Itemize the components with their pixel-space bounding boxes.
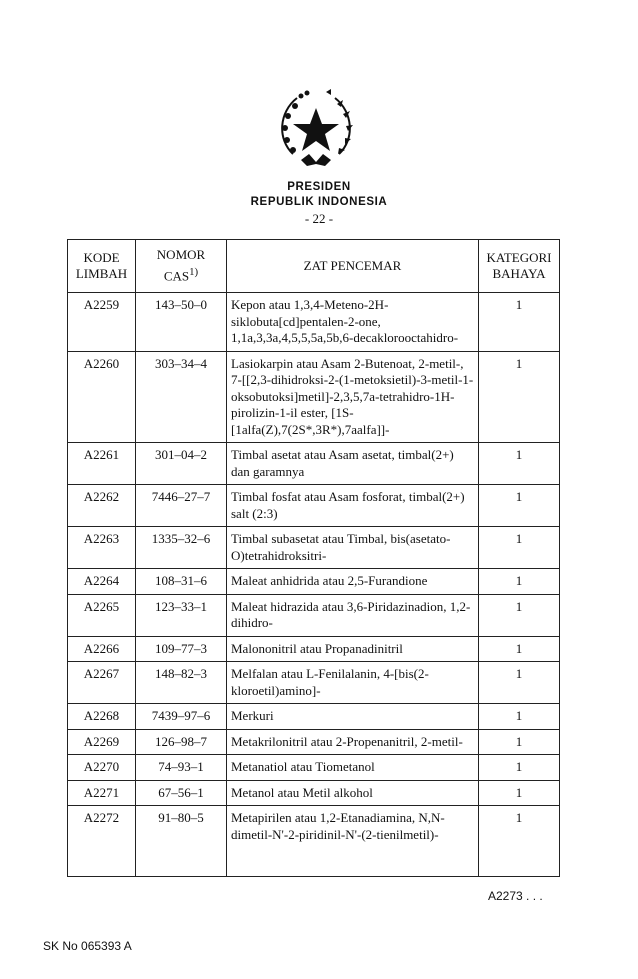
- table-row: [68, 443, 560, 485]
- cell-kode: A2270: [68, 755, 136, 781]
- cell-cas: 67–56–1: [136, 780, 227, 806]
- sk-number: SK No 065393 A: [43, 939, 132, 953]
- header-kategori-bahaya: KATEGORI BAHAYA: [479, 240, 560, 293]
- cell-kategori: 1: [479, 755, 560, 781]
- cell-kode: A2264: [68, 569, 136, 595]
- header-nomor-cas-footnote: 1): [189, 265, 199, 278]
- garuda-emblem-icon: [271, 84, 361, 174]
- cell-kode: A2266: [68, 636, 136, 662]
- cell-kode: A2259: [68, 293, 136, 352]
- cell-kategori: 1: [479, 704, 560, 730]
- page-number: - 22 -: [304, 211, 334, 226]
- cell-zat: Merkuri: [227, 704, 479, 730]
- table-row: [68, 755, 560, 781]
- cell-kategori: 1: [479, 527, 560, 569]
- next-page-reference: A2273 . . .: [488, 889, 543, 903]
- cell-kode: A2260: [68, 351, 136, 443]
- cell-kategori: 1: [479, 594, 560, 636]
- cell-kode: A2272: [68, 806, 136, 877]
- table-row: [68, 806, 560, 877]
- header-title-republik: REPUBLIK INDONESIA: [250, 196, 388, 208]
- table-row: [68, 636, 560, 662]
- cell-zat: Malononitril atau Propanadinitril: [227, 636, 479, 662]
- table-row: [68, 485, 560, 527]
- table-row: [68, 729, 560, 755]
- table-row: [68, 662, 560, 704]
- cell-kode: A2262: [68, 485, 136, 527]
- cell-cas: 301–04–2: [136, 443, 227, 485]
- cell-kategori: 1: [479, 636, 560, 662]
- pollutant-table: [67, 239, 560, 877]
- cell-zat: Maleat anhidrida atau 2,5-Furandione: [227, 569, 479, 595]
- header-nomor-cas: [136, 240, 227, 293]
- table-row: [68, 293, 560, 352]
- cell-zat: Timbal fosfat atau Asam fosforat, timbal(2+) salt (2:3): [227, 485, 479, 527]
- cell-zat: Metapirilen atau 1,2-Etanadiamina, N,N-dimetil-N'-2-piridinil-N'-(2-tienilmetil)-: [227, 806, 479, 877]
- cell-zat: Timbal asetat atau Asam asetat, timbal(2+) dan garamnya: [227, 443, 479, 485]
- cell-kategori: 1: [479, 443, 560, 485]
- cell-zat: Timbal subasetat atau Timbal, bis(asetato-O)tetrahidroksitri-: [227, 527, 479, 569]
- cell-kategori: 1: [479, 806, 560, 877]
- cell-cas: 143–50–0: [136, 293, 227, 352]
- cell-zat: Melfalan atau L-Fenilalanin, 4-[bis(2-kloroetil)amino]-: [227, 662, 479, 704]
- table-header-row: [68, 240, 560, 293]
- cell-kode: A2268: [68, 704, 136, 730]
- table-row: [68, 594, 560, 636]
- table-row: [68, 569, 560, 595]
- header-nomor-cas-label: NOMOR CAS: [156, 247, 206, 284]
- cell-kode: A2261: [68, 443, 136, 485]
- cell-kategori: 1: [479, 485, 560, 527]
- header-title-presiden: PRESIDEN: [287, 181, 351, 193]
- cell-cas: 108–31–6: [136, 569, 227, 595]
- cell-zat: Maleat hidrazida atau 3,6-Piridazinadion, 1,2-dihidro-: [227, 594, 479, 636]
- cell-kode: A2263: [68, 527, 136, 569]
- table-row: [68, 351, 560, 443]
- header-kode-limbah: KODE LIMBAH: [68, 240, 136, 293]
- cell-cas: 123–33–1: [136, 594, 227, 636]
- cell-cas: 148–82–3: [136, 662, 227, 704]
- cell-cas: 74–93–1: [136, 755, 227, 781]
- cell-kode: A2267: [68, 662, 136, 704]
- cell-kategori: 1: [479, 351, 560, 443]
- cell-kategori: 1: [479, 780, 560, 806]
- cell-kategori: 1: [479, 662, 560, 704]
- cell-zat: Kepon atau 1,3,4-Meteno-2H-siklobuta[cd]pentalen-2-one, 1,1a,3,3a,4,5,5,5a,5b,6-decaklorooctahidro-: [227, 293, 479, 352]
- cell-cas: 7439–97–6: [136, 704, 227, 730]
- table-row: [68, 527, 560, 569]
- table-row: [68, 704, 560, 730]
- cell-kategori: 1: [479, 293, 560, 352]
- cell-cas: 7446–27–7: [136, 485, 227, 527]
- cell-zat: Metakrilonitril atau 2-Propenanitril, 2-metil-: [227, 729, 479, 755]
- cell-cas: 91–80–5: [136, 806, 227, 877]
- cell-kode: A2265: [68, 594, 136, 636]
- cell-zat: Lasiokarpin atau Asam 2-Butenoat, 2-metil-, 7-[[2,3-dihidroksi-2-(1-metoksietil)-3-metil-1-oksobutoksi]metil]-2,3,5,7a-tetrahidro-1H-pirolizin-1-il ester, [1S-[1alfa(Z),7(2S*,3R*),7aalfa]]-: [227, 351, 479, 443]
- cell-zat: Metanatiol atau Tiometanol: [227, 755, 479, 781]
- cell-cas: 109–77–3: [136, 636, 227, 662]
- cell-kategori: 1: [479, 569, 560, 595]
- cell-cas: 126–98–7: [136, 729, 227, 755]
- table-row: [68, 780, 560, 806]
- cell-kategori: 1: [479, 729, 560, 755]
- header-zat-pencemar: ZAT PENCEMAR: [227, 240, 479, 293]
- cell-kode: A2269: [68, 729, 136, 755]
- cell-cas: 1335–32–6: [136, 527, 227, 569]
- cell-kode: A2271: [68, 780, 136, 806]
- cell-zat: Metanol atau Metil alkohol: [227, 780, 479, 806]
- cell-cas: 303–34–4: [136, 351, 227, 443]
